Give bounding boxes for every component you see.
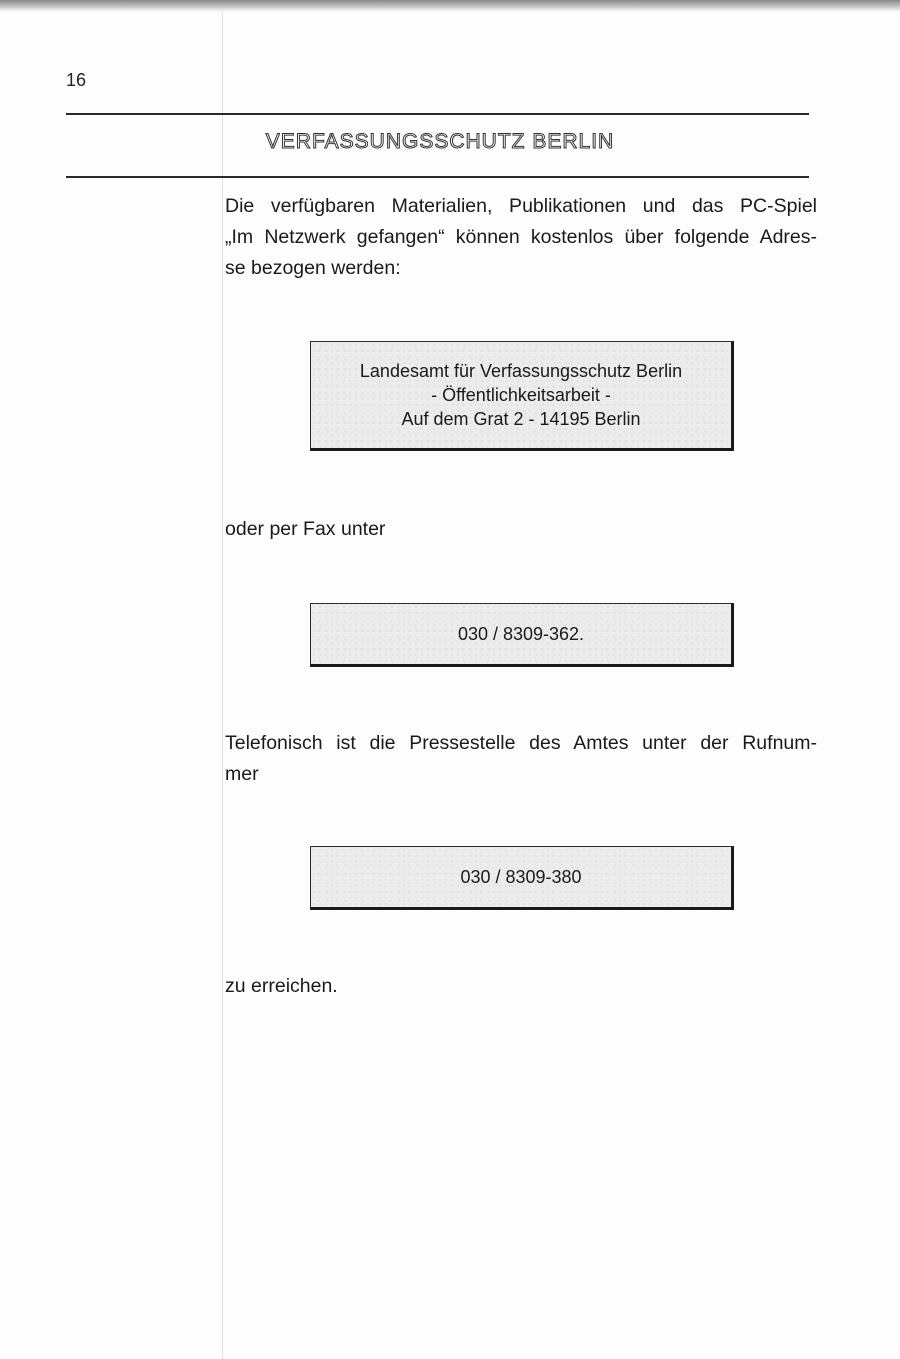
intro-line-3: se bezogen werden: [225,257,401,279]
header-title [0,130,900,154]
address-line-3: Auf dem Grat 2 - 14195 Berlin [401,409,641,429]
page-number: 16 [66,70,87,90]
intro-paragraph [225,191,817,284]
phone-intro-line-1: Telefonisch ist die Pressestelle des Amtes unter der Rufnum- [225,732,817,754]
intro-line-1: Die verfügbaren Materialien, Publikationen und das PC-Spiel [225,195,817,217]
fax-intro-line: oder per Fax unter [225,518,386,540]
phone-intro-line-2: mer [225,763,259,785]
address-line-1: Landesamt für Verfassungsschutz Berlin [359,361,683,381]
header-title-text: VERFASSUNGSSCHUTZ BERLIN [265,130,615,153]
phone-box [310,846,734,910]
address-line-2: - Öffentlichkeitsarbeit - [431,385,611,405]
address-box [310,341,734,451]
fax-box [310,603,734,667]
fax-number: 030 / 8309-362. [457,624,585,644]
closing-line: zu erreichen. [225,975,338,997]
header-rule-bottom [66,176,809,178]
fax-intro-paragraph [225,514,817,545]
binding-line [222,12,223,1359]
phone-intro-paragraph [225,728,817,790]
phone-number: 030 / 8309-380 [460,867,582,887]
closing-paragraph [225,971,817,1002]
header-rule-top [66,113,809,115]
scan-top-edge [0,0,900,12]
intro-line-2: „Im Netzwerk gefangen“ können kostenlos über folgende Adres- [225,226,817,248]
